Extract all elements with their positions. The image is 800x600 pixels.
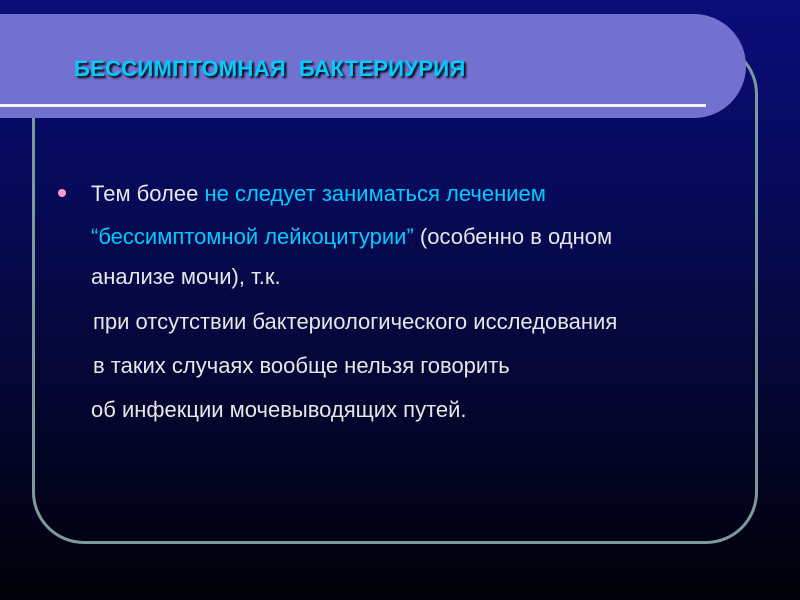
- paragraph-line-3: об инфекции мочевыводящих путей.: [91, 397, 467, 422]
- bullet-line-1-highlight: не следует заниматься лечением: [204, 181, 546, 206]
- title-underline: [0, 104, 706, 107]
- bullet-dot-icon: [58, 189, 66, 197]
- paragraph-line-2: в таких случаях вообще нельзя говорить: [93, 353, 510, 378]
- bullet-line-2-suffix: (особенно в одном: [413, 224, 613, 249]
- slide-title: БЕССИМПТОМНАЯ БАКТЕРИУРИЯ: [74, 56, 466, 81]
- bullet-line-3: анализе мочи), т.к.: [91, 264, 281, 289]
- paragraph-line-1: при отсутствии бактериологического исследования: [93, 309, 618, 334]
- bullet-line-1-prefix: Тем более: [91, 181, 205, 206]
- bullet-line-2-highlight: “бессимптомной лейкоцитурии”: [91, 224, 414, 249]
- bullet-line-2: [91, 224, 612, 250]
- bullet-line-1: [91, 181, 546, 207]
